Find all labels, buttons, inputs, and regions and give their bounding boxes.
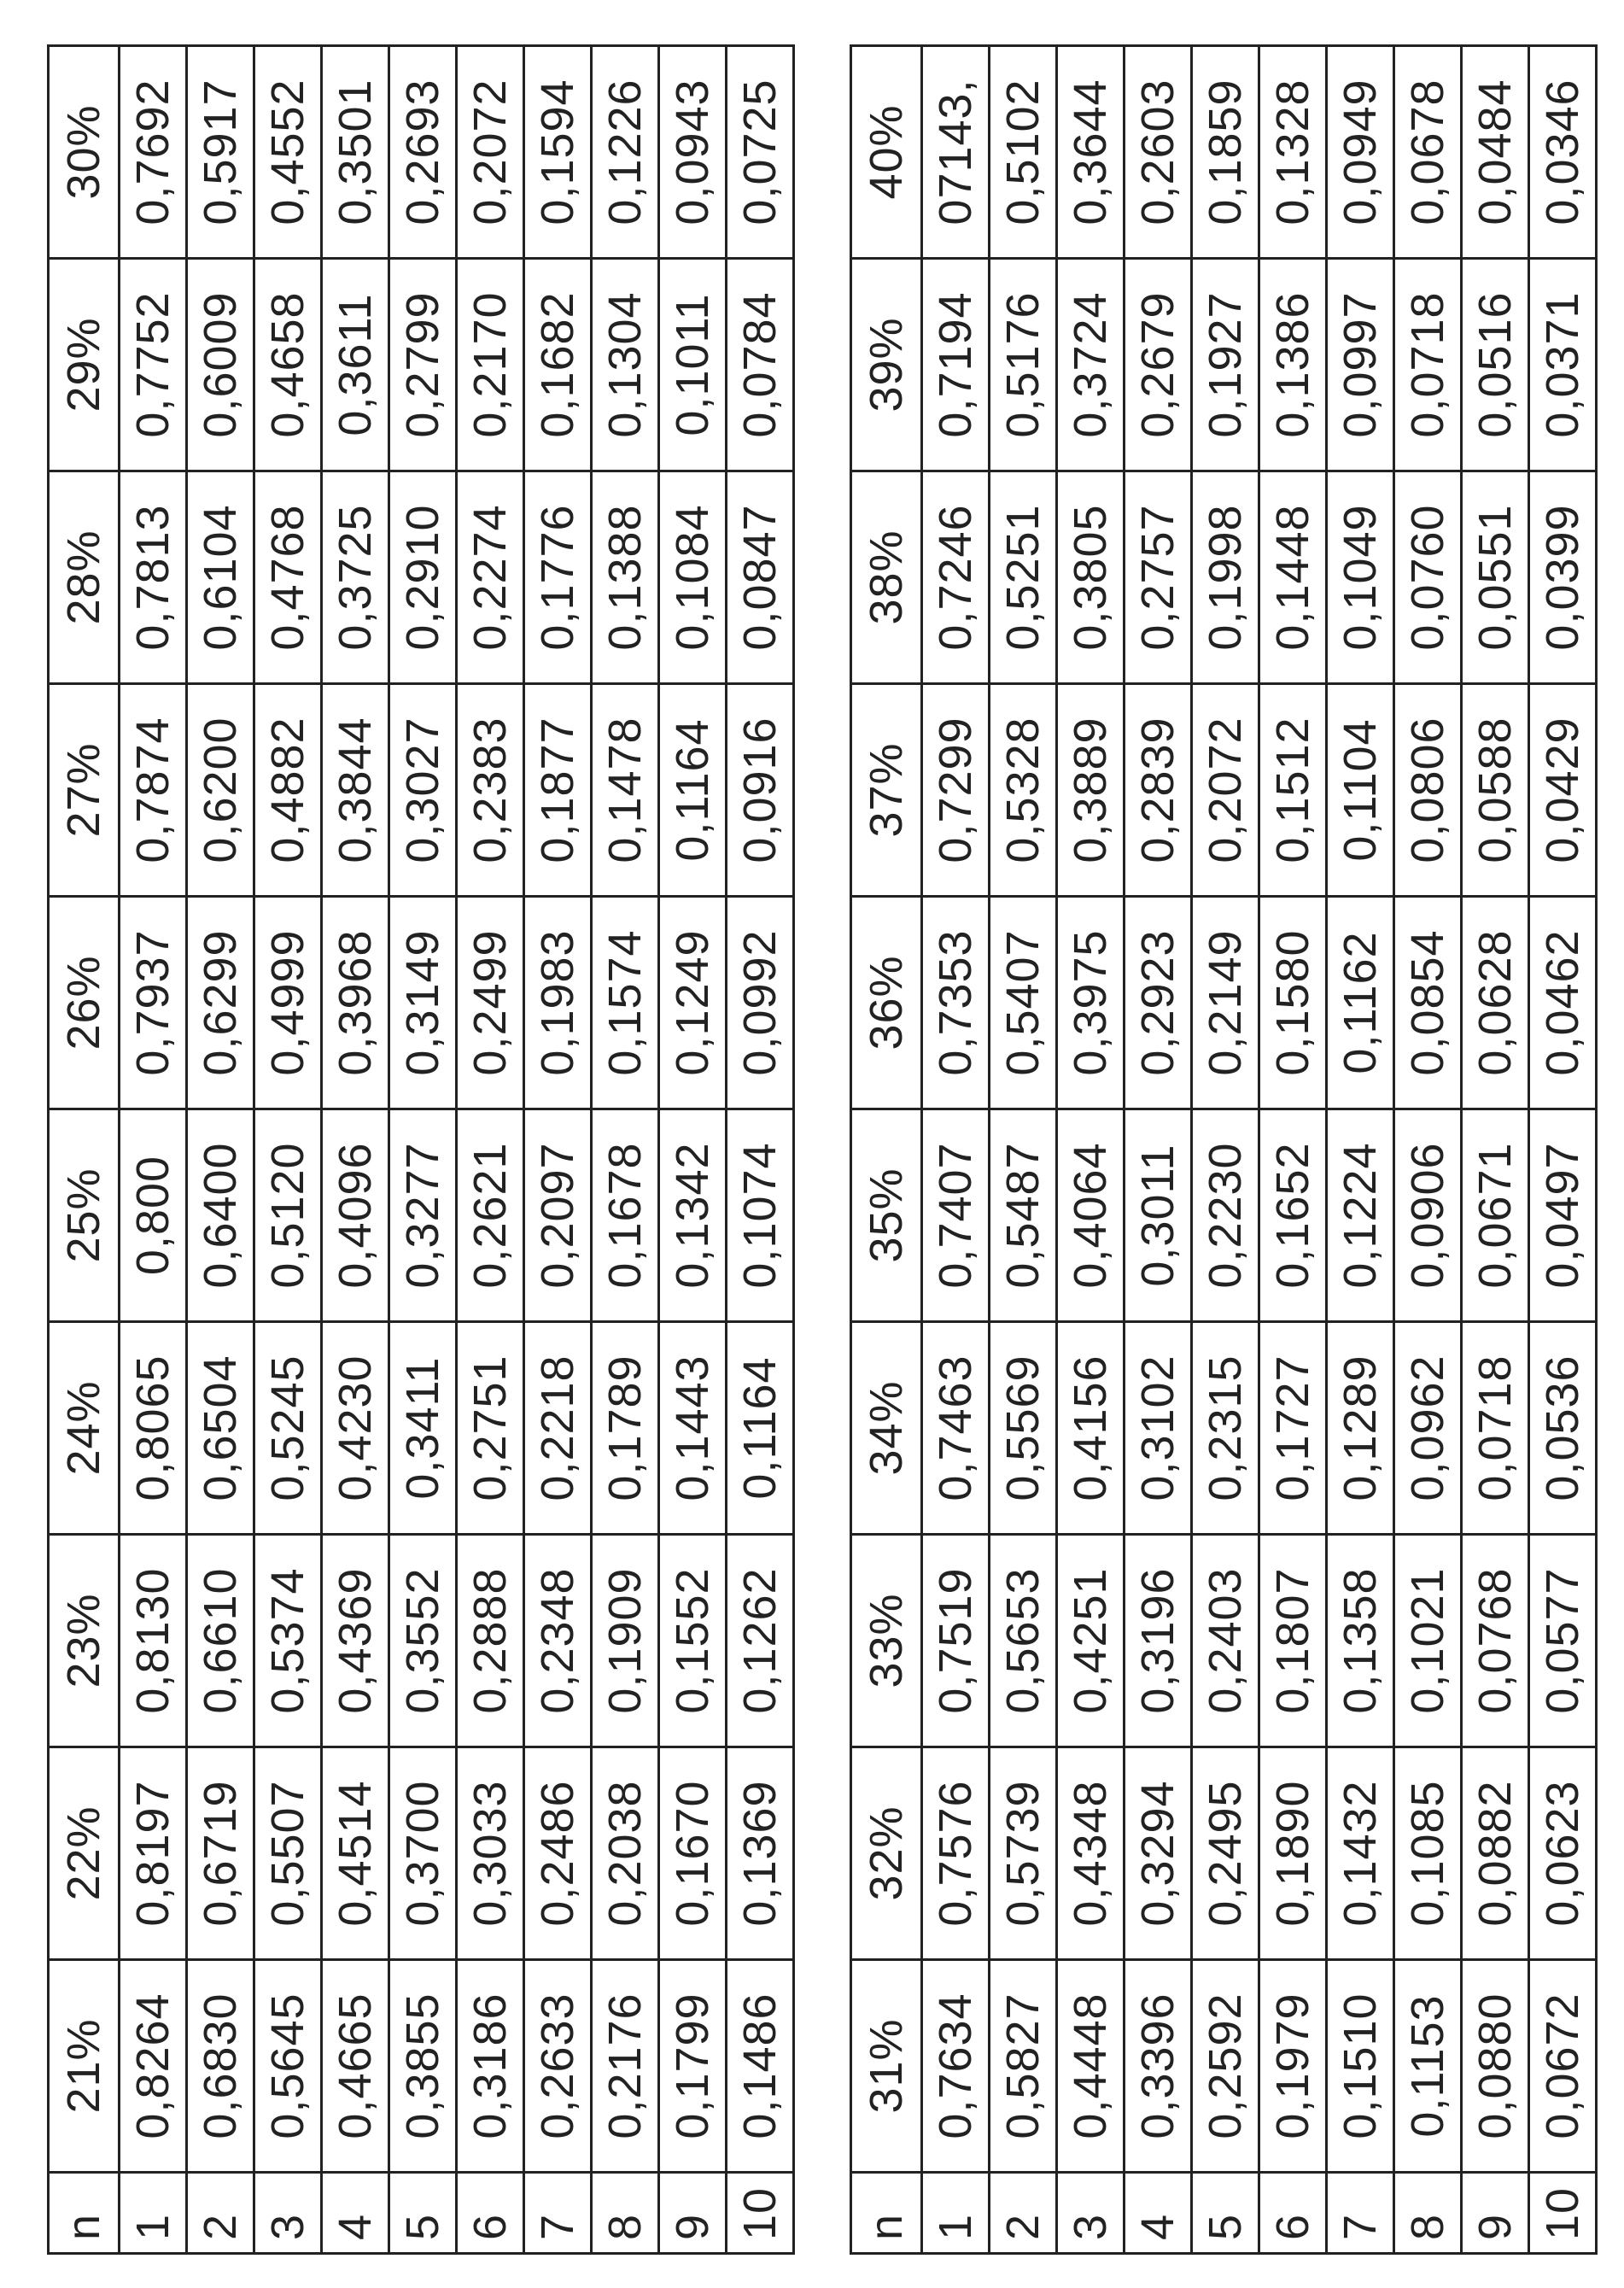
factor-cell: 0,1890	[1259, 1747, 1327, 1960]
period-cell: 7	[524, 2173, 592, 2254]
factor-cell: 0,0672	[1529, 1960, 1597, 2173]
factor-cell: 0,4665	[322, 1960, 389, 2173]
factor-cell: 0,6610	[187, 1535, 254, 1747]
rate-column-header: 36%	[851, 897, 922, 1109]
factor-cell: 0,1927	[1192, 259, 1259, 471]
factor-cell: 0,5245	[254, 1322, 322, 1535]
period-cell: 10	[1529, 2173, 1597, 2254]
rate-column-header: 29%	[49, 259, 120, 471]
factor-cell: 0,1998	[1192, 471, 1259, 684]
factor-cell: 0,2274	[457, 471, 524, 684]
factor-cell: 0,3968	[322, 897, 389, 1109]
table-row	[120, 46, 187, 2254]
period-cell: 4	[322, 2173, 389, 2254]
factor-cell: 0,2888	[457, 1535, 524, 1747]
factor-cell: 0,2495	[1192, 1747, 1259, 1960]
factor-cell: 0,3294	[1125, 1747, 1192, 1960]
factor-cell: 0,0962	[1394, 1322, 1462, 1535]
factor-cell: 0,7752	[120, 259, 187, 471]
factor-cell: 0,1226	[592, 46, 659, 259]
factor-cell: 0,0718	[1462, 1322, 1529, 1535]
factor-cell: 0,3396	[1125, 1960, 1192, 2173]
factor-cell: 0,7692	[120, 46, 187, 259]
factor-cell: 0,7299	[922, 684, 990, 897]
factor-cell: 0,1727	[1259, 1322, 1327, 1535]
factor-cell: 0,0997	[1327, 259, 1394, 471]
header-row	[49, 46, 120, 2254]
factor-cell: 0,1074	[727, 1109, 794, 1322]
rate-column-header: 37%	[851, 684, 922, 897]
factor-cell: 0,5827	[990, 1960, 1057, 2173]
factor-cell: 0,7194	[922, 259, 990, 471]
factor-cell: 0,1448	[1259, 471, 1327, 684]
factor-cell: 0,2230	[1192, 1109, 1259, 1322]
factor-cell: 0,2499	[457, 897, 524, 1109]
factor-cell: 0,2633	[524, 1960, 592, 2173]
table-row	[1192, 46, 1259, 2254]
factor-cell: 0,800	[120, 1109, 187, 1322]
factor-cell: 0,6830	[187, 1960, 254, 2173]
rate-column-header: 38%	[851, 471, 922, 684]
factor-cell: 0,5407	[990, 897, 1057, 1109]
factor-cell: 0,7874	[120, 684, 187, 897]
factor-cell: 0,6009	[187, 259, 254, 471]
table-row	[187, 46, 254, 2254]
factor-cell: 0,3844	[322, 684, 389, 897]
rate-column-header: 26%	[49, 897, 120, 1109]
factor-cell: 0,1085	[1394, 1747, 1462, 1960]
n-column-header: n	[49, 2173, 120, 2254]
factor-cell: 0,5917	[187, 46, 254, 259]
factor-cell: 0,0949	[1327, 46, 1394, 259]
period-cell: 2	[990, 2173, 1057, 2254]
factor-cell: 0,3277	[389, 1109, 457, 1322]
factor-cell: 0,3011	[1125, 1109, 1192, 1322]
factor-cell: 0,3149	[389, 897, 457, 1109]
factor-cell: 0,6299	[187, 897, 254, 1109]
period-cell: 4	[1125, 2173, 1192, 2254]
factor-cell: 0,3027	[389, 684, 457, 897]
factor-cell: 0,0760	[1394, 471, 1462, 684]
factor-cell: 0,2170	[457, 259, 524, 471]
table-row	[1259, 46, 1327, 2254]
factor-cell: 0,0588	[1462, 684, 1529, 897]
factor-cell: 0,0943	[659, 46, 727, 259]
factor-cell: 0,3644	[1057, 46, 1125, 259]
period-cell: 1	[120, 2173, 187, 2254]
rate-column-header: 23%	[49, 1535, 120, 1747]
factor-cell: 0,1224	[1327, 1109, 1394, 1322]
factor-cell: 0,3411	[389, 1322, 457, 1535]
factor-cell: 0,2679	[1125, 259, 1192, 471]
factor-cell: 0,1084	[659, 471, 727, 684]
factor-cell: 0,7634	[922, 1960, 990, 2173]
factor-cell: 0,4230	[322, 1322, 389, 1535]
table-row	[1327, 46, 1394, 2254]
period-cell: 3	[254, 2173, 322, 2254]
factor-cell: 0,8130	[120, 1535, 187, 1747]
discount-table-bottom-wrapper	[850, 47, 1588, 2255]
factor-cell: 0,4096	[322, 1109, 389, 1322]
factor-cell: 0,1807	[1259, 1535, 1327, 1747]
factor-cell: 0,4251	[1057, 1535, 1125, 1747]
factor-cell: 0,1249	[659, 897, 727, 1109]
factor-cell: 0,1342	[659, 1109, 727, 1322]
factor-cell: 0,1478	[592, 684, 659, 897]
factor-cell: 0,2403	[1192, 1535, 1259, 1747]
n-column-header: n	[851, 2173, 922, 2254]
factor-cell: 0,5739	[990, 1747, 1057, 1960]
factor-cell: 0,4658	[254, 259, 322, 471]
period-cell: 7	[1327, 2173, 1394, 2254]
factor-cell: 0,1262	[727, 1535, 794, 1747]
factor-cell: 0,1574	[592, 897, 659, 1109]
table-row	[254, 46, 322, 2254]
rate-column-header: 39%	[851, 259, 922, 471]
factor-cell: 0,3855	[389, 1960, 457, 2173]
period-cell: 9	[659, 2173, 727, 2254]
factor-cell: 0,1162	[1327, 897, 1394, 1109]
factor-cell: 0,0678	[1394, 46, 1462, 259]
factor-cell: 0,1049	[1327, 471, 1394, 684]
factor-cell: 0,8197	[120, 1747, 187, 1960]
factor-cell: 0,5328	[990, 684, 1057, 897]
factor-cell: 0,1594	[524, 46, 592, 259]
factor-cell: 0,0623	[1529, 1747, 1597, 1960]
factor-cell: 0,1104	[1327, 684, 1394, 897]
factor-cell: 0,3102	[1125, 1322, 1192, 1535]
rate-column-header: 35%	[851, 1109, 922, 1322]
factor-cell: 0,1388	[592, 471, 659, 684]
factor-cell: 0,2072	[1192, 684, 1259, 897]
factor-cell: 0,0718	[1394, 259, 1462, 471]
factor-cell: 0,3725	[322, 471, 389, 684]
table-row	[922, 46, 990, 2254]
factor-cell: 0,5645	[254, 1960, 322, 2173]
factor-cell: 0,1164	[727, 1322, 794, 1535]
table-row	[1057, 46, 1125, 2254]
factor-cell: 0,2038	[592, 1747, 659, 1960]
table-row	[389, 46, 457, 2254]
factor-cell: 0,4514	[322, 1747, 389, 1960]
factor-cell: 0,0882	[1462, 1747, 1529, 1960]
factor-cell: 0,5120	[254, 1109, 322, 1322]
rate-column-header: 21%	[49, 1960, 120, 2173]
factor-cell: 0,0516	[1462, 259, 1529, 471]
discount-table-top-wrapper	[47, 47, 786, 2255]
period-cell: 5	[389, 2173, 457, 2254]
factor-cell: 0,7353	[922, 897, 990, 1109]
factor-cell: 0,1877	[524, 684, 592, 897]
factor-cell: 0,0784	[727, 259, 794, 471]
factor-cell: 0,3033	[457, 1747, 524, 1960]
header-row	[851, 46, 922, 2254]
factor-cell: 0,4369	[322, 1535, 389, 1747]
factor-cell: 0,0725	[727, 46, 794, 259]
factor-cell: 0,4999	[254, 897, 322, 1109]
rate-column-header: 24%	[49, 1322, 120, 1535]
factor-cell: 0,0497	[1529, 1109, 1597, 1322]
factor-cell: 0,6400	[187, 1109, 254, 1322]
table-row	[659, 46, 727, 2254]
factor-cell: 0,0462	[1529, 897, 1597, 1109]
factor-cell: 0,3501	[322, 46, 389, 259]
factor-cell: 0,2315	[1192, 1322, 1259, 1535]
factor-cell: 0,1011	[659, 259, 727, 471]
factor-cell: 0,1358	[1327, 1535, 1394, 1747]
table-row	[1462, 46, 1529, 2254]
factor-cell: 0,0551	[1462, 471, 1529, 684]
factor-cell: 0,1983	[524, 897, 592, 1109]
rate-column-header: 28%	[49, 471, 120, 684]
factor-cell: 0,1021	[1394, 1535, 1462, 1747]
factor-cell: 0,7407	[922, 1109, 990, 1322]
factor-cell: 0,5374	[254, 1535, 322, 1747]
factor-cell: 0,1369	[727, 1747, 794, 1960]
factor-cell: 0,0916	[727, 684, 794, 897]
factor-cell: 0,0847	[727, 471, 794, 684]
factor-cell: 0,1580	[1259, 897, 1327, 1109]
table-row	[322, 46, 389, 2254]
table-row	[524, 46, 592, 2254]
factor-cell: 0,1486	[727, 1960, 794, 2173]
factor-cell: 0,1164	[659, 684, 727, 897]
period-cell: 9	[1462, 2173, 1529, 2254]
factor-cell: 0,1652	[1259, 1109, 1327, 1322]
factor-cell: 0,2383	[457, 684, 524, 897]
factor-cell: 0,5176	[990, 259, 1057, 471]
factor-cell: 0,1552	[659, 1535, 727, 1747]
factor-cell: 0,5507	[254, 1747, 322, 1960]
factor-cell: 0,5569	[990, 1322, 1057, 1535]
factor-cell: 0,8065	[120, 1322, 187, 1535]
table-row	[1394, 46, 1462, 2254]
factor-cell: 0,0880	[1462, 1960, 1529, 2173]
factor-cell: 0,2910	[389, 471, 457, 684]
factor-cell: 0,1776	[524, 471, 592, 684]
factor-cell: 0,7813	[120, 471, 187, 684]
factor-cell: 0,2072	[457, 46, 524, 259]
factor-cell: 0,2693	[389, 46, 457, 259]
rate-column-header: 31%	[851, 1960, 922, 2173]
factor-cell: 0,1386	[1259, 259, 1327, 471]
factor-cell: 0,2603	[1125, 46, 1192, 259]
factor-cell: 0,6719	[187, 1747, 254, 1960]
factor-cell: 0,0346	[1529, 46, 1597, 259]
factor-cell: 0,1289	[1327, 1322, 1394, 1535]
factor-cell: 0,0992	[727, 897, 794, 1109]
factor-cell: 0,0806	[1394, 684, 1462, 897]
factor-cell: 0,1304	[592, 259, 659, 471]
rate-column-header: 33%	[851, 1535, 922, 1747]
factor-cell: 0,3700	[389, 1747, 457, 1960]
factor-cell: 0,0906	[1394, 1109, 1462, 1322]
rate-column-header: 40%	[851, 46, 922, 259]
factor-cell: 0,1328	[1259, 46, 1327, 259]
rate-column-header: 34%	[851, 1322, 922, 1535]
factor-cell: 0,7576	[922, 1747, 990, 1960]
factor-cell: 0,1153	[1394, 1960, 1462, 2173]
factor-cell: 0,0371	[1529, 259, 1597, 471]
period-cell: 3	[1057, 2173, 1125, 2254]
factor-cell: 0,3805	[1057, 471, 1125, 684]
factor-cell: 0,0768	[1462, 1535, 1529, 1747]
factor-cell: 0,3552	[389, 1535, 457, 1747]
factor-cell: 0,4064	[1057, 1109, 1125, 1322]
period-cell: 10	[727, 2173, 794, 2254]
factor-cell: 07143,	[922, 46, 990, 259]
rate-column-header: 22%	[49, 1747, 120, 1960]
factor-cell: 0,2839	[1125, 684, 1192, 897]
factor-cell: 0,4882	[254, 684, 322, 897]
period-cell: 8	[1394, 2173, 1462, 2254]
factor-cell: 0,4552	[254, 46, 322, 259]
period-cell: 8	[592, 2173, 659, 2254]
table-row	[457, 46, 524, 2254]
factor-cell: 0,1979	[1259, 1960, 1327, 2173]
factor-cell: 0,1510	[1327, 1960, 1394, 2173]
factor-cell: 0,1799	[659, 1960, 727, 2173]
factor-cell: 0,2923	[1125, 897, 1192, 1109]
factor-cell: 0,5653	[990, 1535, 1057, 1747]
factor-cell: 0,2149	[1192, 897, 1259, 1109]
table-row	[1125, 46, 1192, 2254]
factor-cell: 0,4156	[1057, 1322, 1125, 1535]
period-cell: 5	[1192, 2173, 1259, 2254]
factor-cell: 0,3975	[1057, 897, 1125, 1109]
factor-cell: 0,3186	[457, 1960, 524, 2173]
period-cell: 1	[922, 2173, 990, 2254]
factor-cell: 0,0854	[1394, 897, 1462, 1109]
factor-cell: 0,7463	[922, 1322, 990, 1535]
factor-cell: 0,1859	[1192, 46, 1259, 259]
factor-cell: 0,2176	[592, 1960, 659, 2173]
period-cell: 2	[187, 2173, 254, 2254]
table-row	[592, 46, 659, 2254]
factor-cell: 0,2218	[524, 1322, 592, 1535]
factor-cell: 0,7519	[922, 1535, 990, 1747]
factor-cell: 0,2097	[524, 1109, 592, 1322]
factor-cell: 0,0429	[1529, 684, 1597, 897]
factor-cell: 0,7937	[120, 897, 187, 1109]
factor-cell: 0,1432	[1327, 1747, 1394, 1960]
period-cell: 6	[1259, 2173, 1327, 2254]
rate-column-header: 30%	[49, 46, 120, 259]
factor-cell: 0,3611	[322, 259, 389, 471]
factor-cell: 0,3196	[1125, 1535, 1192, 1747]
factor-cell: 0,5102	[990, 46, 1057, 259]
factor-cell: 0,4768	[254, 471, 322, 684]
table-row	[727, 46, 794, 2254]
factor-cell: 0,5487	[990, 1109, 1057, 1322]
factor-cell: 0,2486	[524, 1747, 592, 1960]
period-cell: 6	[457, 2173, 524, 2254]
factor-cell: 0,6504	[187, 1322, 254, 1535]
factor-cell: 0,2348	[524, 1535, 592, 1747]
discount-table-21-30	[47, 44, 795, 2255]
rate-column-header: 25%	[49, 1109, 120, 1322]
table-row	[990, 46, 1057, 2254]
factor-cell: 0,0484	[1462, 46, 1529, 259]
factor-cell: 0,8264	[120, 1960, 187, 2173]
factor-cell: 0,5251	[990, 471, 1057, 684]
factor-cell: 0,1682	[524, 259, 592, 471]
factor-cell: 0,0536	[1529, 1322, 1597, 1535]
factor-cell: 0,2592	[1192, 1960, 1259, 2173]
factor-cell: 0,0628	[1462, 897, 1529, 1109]
factor-cell: 0,7246	[922, 471, 990, 684]
factor-cell: 0,2757	[1125, 471, 1192, 684]
factor-cell: 0,2621	[457, 1109, 524, 1322]
factor-cell: 0,3889	[1057, 684, 1125, 897]
factor-cell: 0,6200	[187, 684, 254, 897]
factor-cell: 0,0399	[1529, 471, 1597, 684]
factor-cell: 0,0671	[1462, 1109, 1529, 1322]
factor-cell: 0,4348	[1057, 1747, 1125, 1960]
factor-cell: 0,6104	[187, 471, 254, 684]
rate-column-header: 32%	[851, 1747, 922, 1960]
table-row	[1529, 46, 1597, 2254]
factor-cell: 0,2751	[457, 1322, 524, 1535]
factor-cell: 0,1512	[1259, 684, 1327, 897]
factor-cell: 0,4448	[1057, 1960, 1125, 2173]
factor-cell: 0,1909	[592, 1535, 659, 1747]
factor-cell: 0,2799	[389, 259, 457, 471]
rate-column-header: 27%	[49, 684, 120, 897]
factor-cell: 0,3724	[1057, 259, 1125, 471]
factor-cell: 0,1443	[659, 1322, 727, 1535]
factor-cell: 0,1678	[592, 1109, 659, 1322]
factor-cell: 0,0577	[1529, 1535, 1597, 1747]
discount-table-31-40	[850, 44, 1598, 2255]
factor-cell: 0,1789	[592, 1322, 659, 1535]
factor-cell: 0,1670	[659, 1747, 727, 1960]
